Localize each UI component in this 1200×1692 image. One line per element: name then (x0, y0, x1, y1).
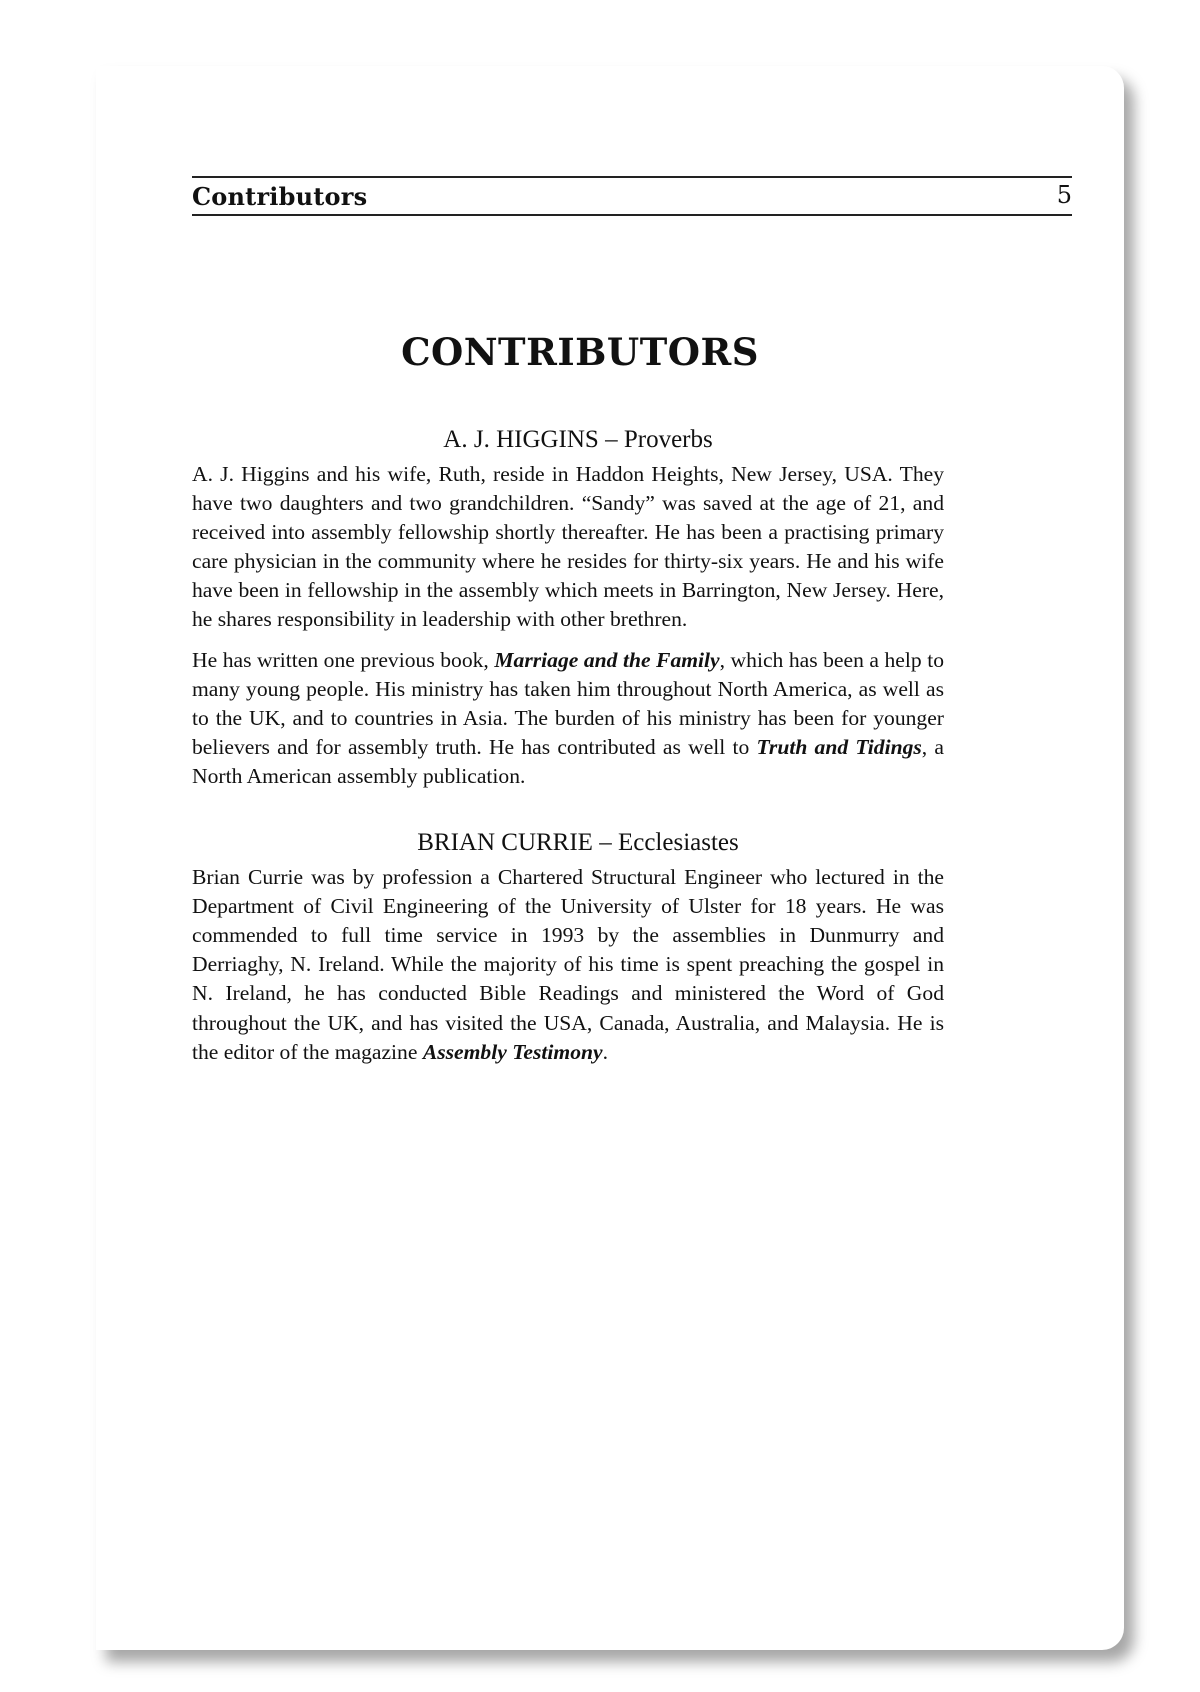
running-head (192, 176, 1072, 216)
contributor-heading: A. J. HIGGINS – Proverbs (443, 426, 713, 453)
page-number: 5 (1056, 181, 1072, 209)
contributor-heading: BRIAN CURRIE – Ecclesiastes (417, 829, 739, 857)
publication-title: Truth and Tidings (756, 734, 922, 759)
contributor-higgins (192, 426, 944, 791)
main-content (192, 320, 944, 1067)
magazine-title: Assembly Testimony (422, 1039, 603, 1064)
bio-paragraph (192, 863, 944, 1067)
bio-text: He has written one previous book, (192, 647, 495, 672)
running-head-title: Contributors (192, 182, 368, 211)
page-title: CONTRIBUTORS (401, 330, 759, 374)
bio-text: . (602, 1039, 609, 1064)
bio-paragraph (192, 646, 944, 791)
book-title: Marriage and the Family (494, 647, 720, 672)
bio-paragraph: A. J. Higgins and his wife, Ruth, reside in Haddon Heights, New Jersey, USA. They have two daughters and two grandchildren. “Sandy” was saved at the age of 21, and received into assembly fellowship shortly thereafter. He has been a practising primary care physician in the community where he resides for thirty-six years. He and his wife have been in fellowship in the assembly which meets in Barrington, New Jersey. Here, he shares responsibility in leadership with other brethren. (192, 462, 944, 632)
bio-text: , a North American assembly publication. (192, 734, 944, 788)
contributor-currie (192, 829, 944, 1067)
bio-text: , which has been a help to many young people. His ministry has taken him throughout North America, as well as to the UK, and to countries in Asia. The burden of his ministry has been for younger believers and for assembly truth. He has contributed as well to (192, 647, 944, 759)
bio-text: Brian Currie was by profession a Chartered Structural Engineer who lectured in the Department of Civil Engineering of the University of Ulster for 18 years. He was commended to full time service in 1993 by the assemblies in Dunmurry and Derriaghy, N. Ireland. While the majority of his time is spent preaching the gospel in N. Ireland, he has conducted Bible Readings and ministered the Word of God throughout the UK, and has visited the USA, Canada, Australia, and Malaysia. He is the editor of the magazine (192, 865, 944, 1064)
